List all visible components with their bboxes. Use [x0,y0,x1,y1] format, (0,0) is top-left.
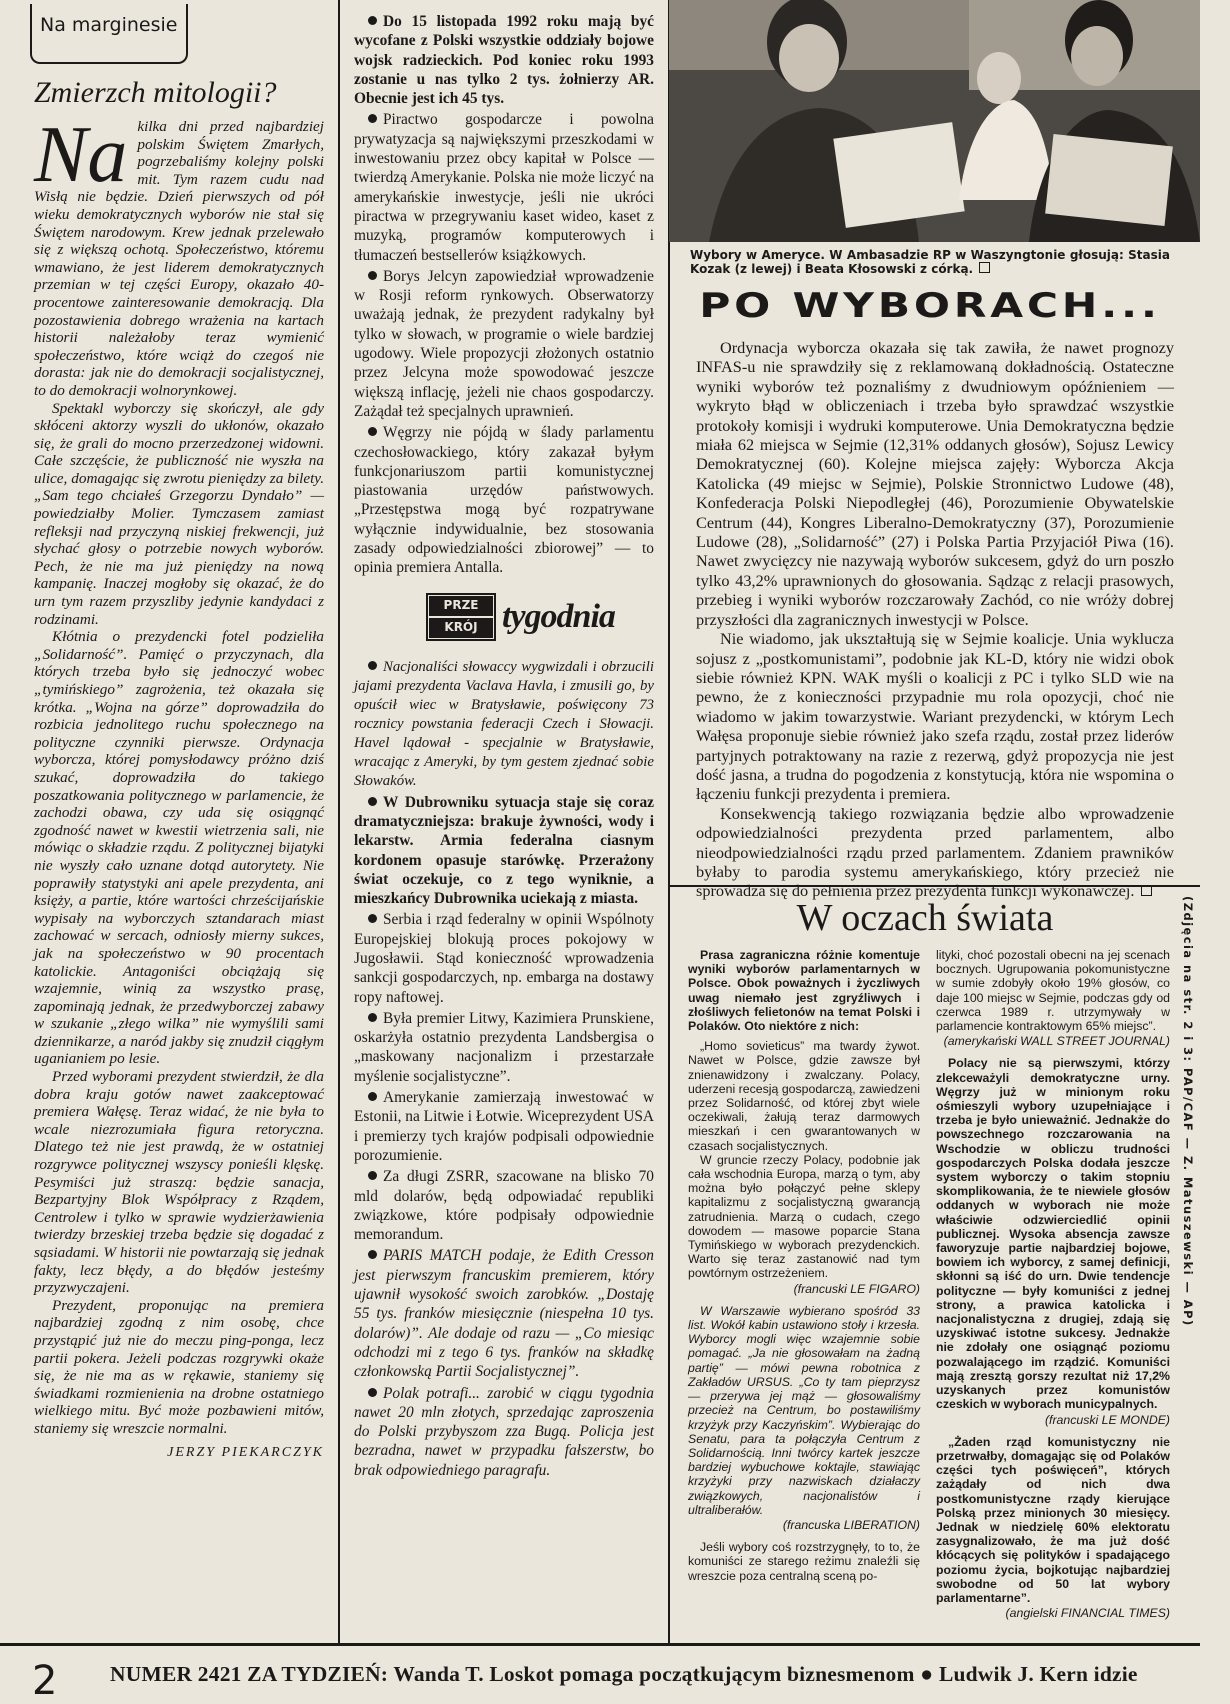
news-item: Do 15 listopada 1992 roku mają być wycofane z Polski wszystkie oddziały bojowe wojsk radzieckich. Pod koniec roku 1993 zostanie u nas tylko 2 tys. żołnierzy AR. Obecnie jest ich 45 tys. [354,13,654,108]
election-photo [669,0,1200,242]
przekroj-tygodnia-logo [426,594,654,640]
article-paragraph: Prezydent, proponując na premiera najbardziej zgodną z nim osobę, chce przystąpić już nie do meczu ping-ponga, lecz partii pokera. Jeżeli podczas rozgrywki okaże się, że nie ma as w rękawie, staniemy się świadkami rozmienienia na drobne ostatniego wielkiego mitu. Być może pozbawieni mitów, staniemy się wreszcie normalni. [34,1296,324,1437]
news-item: PARIS MATCH podaje, że Edith Cresson jest pierwszym francuskim premierem, który ujawnił wysokość swoich zarobków. „Dostaję 55 tys. franków miesięcznie (niespełna 10 tys. dolarów)”. Ale dodaje od razu — „Co miesiąc odchodzi mi z tego 6 tys. franków na składkę członkowską Partii Socjalistycznej”. [354,1247,654,1381]
article-paragraph: Przed wyborami prezydent stwierdził, że dla dobra kraju gotów nawet zaakceptować premiera Wałęsę. Teraz widać, że nie była to wcale niezrozumiała figura retoryczna. Dlatego też nie jest prawdą, że w ostatniej rozgrywce politycznej wszyscy ponieśli klęskę. Pesymiści już straszą: będzie sanacja, Bezpartyjny Blok Współpracy z Rządem, Centrolew i tylko w sprawie wydzierżawienia twierdzy brzeskiej trzeba będzie się dogadać z sąsiadami. W historii nie powtarzają się jednak fakty, lecz błędy, a do błędów jesteśmy przyzwyczajeni. [34,1068,324,1297]
logo-box [426,593,496,641]
quote-source: (amerykański WALL STREET JOURNAL) [943,1034,1170,1049]
article-paragraph: Kłótnia o prezydencki fotel podzieliła „Solidarność”. Pamięć o przyczynach, dla których trzeba było się jednoczyć wobec „tymińskiego” zagrożenia, też okazała się krótka. „Wojna na górze” doprowadziła do rozbicia jednolitego ruchu społecznego na polityczne czynniki pierwsze. Ordynacja wyborcza, której pomysłodawcy próżno dziś szukać, doprowadziła do takiego poszatkowania politycznego w parlamencie, że zachodzi obawa, czy uda się osiągnąć zgodność nawet w kwestii wietrzenia sali, nie mówiąc o składzie rządu. Z politycznej bijatyki nie wyszły cało uznane dotąd autorytety. Nie poprawiły statystyki ani apele prezydenta, ani księży, a partie, które wartości chrześcijańskie wypisały na wyborczych sztandarach miast zachować w sercach, odniosły mierny sukces, jak na społeczeństwo w 90 procentach katolickie. Antagoniści obciążają się wzajemnie, winią za wszystko prasę, zapominają jednak, że przedwyborczej zabawy w szukanie „złego wilka” nie wymyślili sami dziennikarze, a naród jakby się znudził ciągłym uganianiem po lesie. [34,628,324,1068]
bullet-icon [368,271,377,280]
news-item: Za długi ZSRR, szacowane na blisko 70 mld dolarów, będą odpowiadać republiki związkowe, które podpisały odpowiednie memorandum. [354,1168,654,1244]
logo-box-top: PRZE [429,596,493,616]
photo-caption [690,248,1170,276]
page-number: 2 [32,1658,58,1704]
logo-box-bottom: KRÓJ [429,618,493,638]
news-item: Polak potrafi... zarobić w ciągu tygodnia nawet 20 mln złotych, sprzedając zaproszenia do Polski przybyszom zza Bugą. Policja jest bezradna, nawet w przypadku fałszerstw, bo brak odpowiedniego paragrafu. [354,1384,654,1479]
column-rule [668,0,670,1643]
news-column [354,12,654,1640]
quote-paragraph: Polacy nie są pierwszymi, którzy zlekceważyli demokratyczne urny. Węgrzy już w minionym roku ośmieszyli wybory uzupełniające i trzeba je było unieważnić. Jednakże do powszechnego rozczarowania na Wschodzie w obliczu trudności gospodarczych Polska dodała jeszcze system wyborczy o takim stopniu skomplikowania, że te niewiele głosów oddanych w wyborach nie może właściwie odzwierciedlić opinii publicznej. Wysoka absencja zawsze faworyzuje partie najbardziej bojowe, bowiem ich wyborcy, z samej definicji, skłonni są iść do urn. Dwie tendencje polityczne — były komuniści z jednej strony, a prawica katolicka i nacjonalistyczna z drugiej, zdają się uzyskiwać istotne sukcesy. Jednakże nie zdołały one osiągnąć poziomu pozwalającego im rządzić. Komuniści mają zresztą gorszy rezultat niż 17,2% uzyskanych przez komunistów czeskich w wyborach municypalnych. [936,1056,1170,1412]
news-item: Serbia i rząd federalny w opinii Wspólnoty Europejskiej blokują proces pokojowy w Jugosławii. Stąd konieczność wprowadzenia sankcji gospodarczych, np. embarga na dostawy ropy naftowej. [354,911,654,1006]
page-footer [0,1643,1200,1702]
quote-source: (francuska LIBERATION) [782,1517,920,1532]
dropcap: Na [34,111,128,199]
quote-source: (francuski LE FIGARO) [793,1281,920,1296]
bullet-icon [368,427,377,436]
section-tag: Na marginesie [40,14,178,36]
photo-illustration [669,0,1200,242]
end-mark-icon [1141,885,1152,896]
bullet-icon [368,797,377,806]
news-item: Była premier Litwy, Kazimiera Prunskiene, oskarżyła ostatnio prezydenta Landsbergisa o „maskowany nacjonalizm i przestarzałe myślenie socjalistyczne”. [354,1009,654,1085]
news-item: Borys Jelcyn zapowiedział wprowadzenie w Rosji reform rynkowych. Obserwatorzy uważają jednak, że prezydent radykalny był tylko w słowach, w programie o wiele bardziej ugodowy. Wiele propozycji złożonych ostatnio przez Jelcyna może spowodować jeszcze większą inflację, jeżeli nie chaos gospodarczy. Zażądał też specjalnych uprawnień. [354,267,654,420]
end-mark-icon [979,262,990,273]
next-issue-teaser: NUMER 2421 ZA TYDZIEŃ: Wanda T. Loskot pomaga początkującym biznesmenom ● Ludwik J. Kern idzie [110,1662,1138,1686]
section-tag-box [30,4,188,64]
news-item: Nacjonaliści słowaccy wygwizdali i obrzucili jajami prezydenta Vaclava Havla, i zmusili go, by opuścił wiec w Bratysławie, poświęcony 73 rocznicy powstania federacji Czech i Słowacji. Havel lądował - specjalnie w Bratysławie, wracając z Ameryki, by tym gestem zjednać sobie Słowaków. [354,658,654,789]
headline-block [690,286,1170,336]
article-paragraph: kilka dni przed najbardziej polskim Świętem Zmarłych, pogrzebaliśmy kolejny polski mit. Tym razem cudu nad Wisłą nie będzie. Dzień pierwszych od pół wieku demokratycznych wyborów nie stał się Świętem narodowym. Krew jednak przelewało się z większą ochotą. Społeczeństwo, któremu wmawiano, że jest liderem demokratycznych przemian w tej części Europy, okazało 40-procentowe zainteresowanie demokracją. Dla pozostawienia dobrego wrażenia na kartach historii należałoby teraz wymienić społeczeństwo, które wciąż do czegoś nie dorasta: jak nie do demokracji socjalistycznej, to do demokracji wolnorynkowej. [34,118,324,399]
world-press-left [688,948,920,1640]
quote-paragraph: W gruncie rzeczy Polacy, podobnie jak cała wschodnia Europa, marzą o tym, aby można było połączyć pełne sklepy kapitalizmu z socjalistyczną gwarancją zatrudnienia. Marzą o cudach, czego dowodem — masowe poparcie Stana Tymińskiego w wyborach prezydenckich. Warto się teraz zastanowić nad tym powtórnym ostrzeżeniem. [688,1152,920,1281]
bullet-icon [368,661,377,670]
news-item: Amerykanie zamierzają inwestować w Estonii, na Litwie i Łotwie. Wiceprezydent USA i premierzy tych krajów podpisali odpowiednie porozumienie. [354,1089,654,1164]
article-paragraph: Nie wiadomo, jak ukształtują się w Sejmie koalicje. Unia wyklucza sojusz z „postkomunistami”, podobnie jak KL-D, który nie widzi obok siebie również KPN. WAK myśli o koalicji z PC i tylko SLD wie na pewno, że z konieczności przypadnie mu rola opozycji, choć nie wiadomo w jakim towarzystwie. Wariant prezydencki, w którym Lech Wałęsa proponuje siebie również jako szefa rządu, został przez liderów partyjnych potraktowany na razie z rezerwą, gdyż propozycja nie jest dość jasna, a trudna do pogodzenia z konstytucją, która nie wspomina o łączeniu funkcji prezydenta i premiera. [696,629,1174,804]
bullet-icon [368,1388,377,1397]
bullet-icon [368,1013,377,1022]
quote-paragraph: „Żaden rząd komunistyczny nie przetrwałby, domagając się od Polaków części tych poświęceń”, których zażądały od nich dwa postkomunistyczne rządy kierujące Polską przez minionych 30 miesięcy. Jednak w niedzielę 60% elektoratu zasygnalizowało, że ma już dość kłócących się polityków i spadającego poziomu życia, bojkotując najbardziej swobodne od 50 lat wybory parlamentarne”. [936,1434,1170,1605]
article-title: Zmierzch mitologii? [34,76,277,109]
bullet-icon [368,1171,377,1180]
article-paragraph: Ordynacja wyborcza okazała się tak zawiła, że nawet prognozy INFAS-u nie sprawdziły się z reklamowaną dokładnością. Ostateczne wyniki wyborów też poznaliśmy z dwudniowym opóźnieniem — wykryto błąd w obliczeniach i trzeba było sprawdzać wszystkie protokoły komisji i wydruki komputerowe. Unia Demokratyczna będzie miała 62 miejsca w Sejmie (12,31% oddanych głosów), Sojusz Lewicy Demokratycznej (60). Kolejne miejsca zajęły: Wyborcza Akcja Katolicka (49 miejsc w Sejmie), Polskie Stronnictwo Ludowe (48), Konfederacja Polski Niepodległej (46), Porozumienie Obywatelskie Centrum (44), Kongres Liberalno-Demokratyczny (37), Porozumienie Ludowe (28), „Solidarność” (27) i Polska Partia Przyjaciół Piwa (16). Nawet zwycięzcy nie nazywają wyborów sukcesem, gdyż do urn poszło tylko 43,2% uprawnionych do głosowania. Sądząc z relacji prasowych, przebieg i wyniki wyborów rozczarowały Zachód, co nie wróży dobrej przyszłości dla zagranicznych inwestycji w Polsce. [696,338,1174,629]
section-title: W oczach świata [796,897,1054,939]
article-paragraph: Konsekwencją takiego rozwiązania będzie albo wprowadzenie odpowiedzialności prezydenta przed parlamentem, albo nieodpowiedzialności rządu przed parlamentem. Zdaniem prawników byłaby to parodia systemu amerykańskiego, który przecież nie sprowadza się do pełnienia przez prezydenta funkcji wykonawczej. [696,803,1174,901]
intro-paragraph: Prasa zagraniczna różnie komentuje wyniki wyborów parlamentarnych w Polsce. Obok poważnych i życzliwych uwag niemało jest zgryźliwych i złośliwych felietonów na temat Polski i Polaków. Oto niektóre z nich: [688,948,920,1034]
world-press-heading [680,896,1170,946]
article-paragraph: Spektakl wyborczy się skończył, ale gdy skłóceni aktorzy wyszli do ukłonów, okazało się, że grali do mocno przerzedzonej widowni. Całe szczęście, że publiczność nie wyszła na ulice, domagając się zwrotu pieniędzy za bilety. „Sam tego chciałeś Grzegorzu Dyndało” — powiedziałby Molier. Tymczasem zamiast refleksji nad przyczyną niskiej frekwencji, już słychać głosy o potrzebie nowych wyborów. Pech, że nie ma już pieniędzy na nową kampanię. Inaczej mogłoby się okazać, że do urn tym razem przyszliby jedynie kandydaci z rodzinami. [34,399,324,628]
author-signature: JERZY PIEKARCZYK [167,1444,324,1460]
bullet-icon [368,1092,377,1101]
news-item: Piractwo gospodarcze i powolna prywatyzacja są największymi przeszkodami w inwestowaniu przez obcy kapitał w Polsce — twierdzą Amerykanie. Polska nie może liczyć na amerykańskie inwestycje, jeśli nie ukróci piractwa w przegrywaniu kaset wideo, kaset z muzyką, programów komputerowych i tłumaczeń bestsellerów książkowych. [354,111,654,264]
news-item: W Dubrowniku sytuacja staje się coraz dramatyczniejsza: brakuje żywności, wody i lekarstw. Armia federalna ciasnym kordonem opasuje starówkę. Przerażony świat oczekuje, co z tego wyniknie, a mieszkańcy Dubrownika uciekają z miasta. [354,793,654,908]
quote-paragraph: lityki, choć pozostali obecni na jej scenach bocznych. Ugrupowania pokomunistyczne w sumie zdobyły około 19% głosów, co daje 100 miejsc w Sejmie, podczas gdy od czerwca 1989 r. utrzymywały w parlamencie kontraktowym 65% miejsc”. [936,948,1170,1034]
quote-paragraph: „Homo sovieticus” ma twardy żywot. Nawet w Polsce, gdzie zawsze był znienawidzony i zwalczany. Polacy, uderzeni recesją gospodarczą, zawiedzeni przez Solidarność, od której zbyt wiele oczekiwali, żałują teraz darmowych mieszkań i cen gwarantowanych w czasach socjalistycznych. [688,1039,920,1153]
world-press-right [936,948,1170,1640]
news-item: Węgrzy nie pójdą w ślady parlamentu czechosłowackiego, który zakazał byłym funkcjonariuszom partii komunistycznej piastowania urzędów państwowych. „Przestępstwa mogą być rozpatrywane wyłącznie indywidualnie, bez stosowania zasady odpowiedzialności zbiorowej” — to opinia premiera Antalla. [354,424,654,577]
bullet-icon [368,114,377,123]
election-article [696,338,1174,901]
photo-credit-vertical [1181,896,1195,1336]
column-rule [338,0,340,1643]
photo-caption-block [690,248,1170,276]
quote-source: (angielski FINANCIAL TIMES) [1005,1606,1170,1621]
headline: PO WYBORACH... [699,286,1161,326]
bullet-icon [368,16,377,25]
logo-script: tygodnia [502,597,615,635]
quote-paragraph: Jeśli wybory coś rozstrzygnęły, to to, że komuniści ze starego reżimu znaleźli się wreszcie poza centralną sceną po- [688,1540,920,1583]
bullet-icon [368,1250,377,1259]
editorial-article [34,111,324,1640]
photo-credit: (Zdjęcia na str. 2 i 3: PAP/CAF — Z. Matuszewski — AP) [1181,896,1195,1327]
bullet-icon [368,914,377,923]
photo-caption-text: Wybory w Ameryce. W Ambasadzie RP w Waszyngtonie głosują: Stasia Kozak (z lewej) i Beata Kłosowski z córką. [690,248,1170,276]
quote-paragraph: W Warszawie wybierano spośród 33 list. Wokół kabin ustawiono stoły i krzesła. Wyborcy mogli więc wzajemnie sobie pomagać. „Ja nie głosowałam na żadną partię” — mówi pewna robotnica z Zakładów URSUS. „Co ty tam pieprzysz — przerywa jej mąż — głosowaliśmy przecież na Centrum, bo postawiliśmy krzyżyk przy Kaczyńskim”. Wybierając do Senatu, para ta połączyła Centrum z Solidarnością. Inni twórcy kartek jeszcze bardziej wybuchowe koktajle, stawiając krzyżyki przy nazwiskach działaczy związkowych, nacjonalistów i ultraliberałów. [688,1303,920,1517]
quote-source: (francuski LE MONDE) [1044,1412,1170,1427]
